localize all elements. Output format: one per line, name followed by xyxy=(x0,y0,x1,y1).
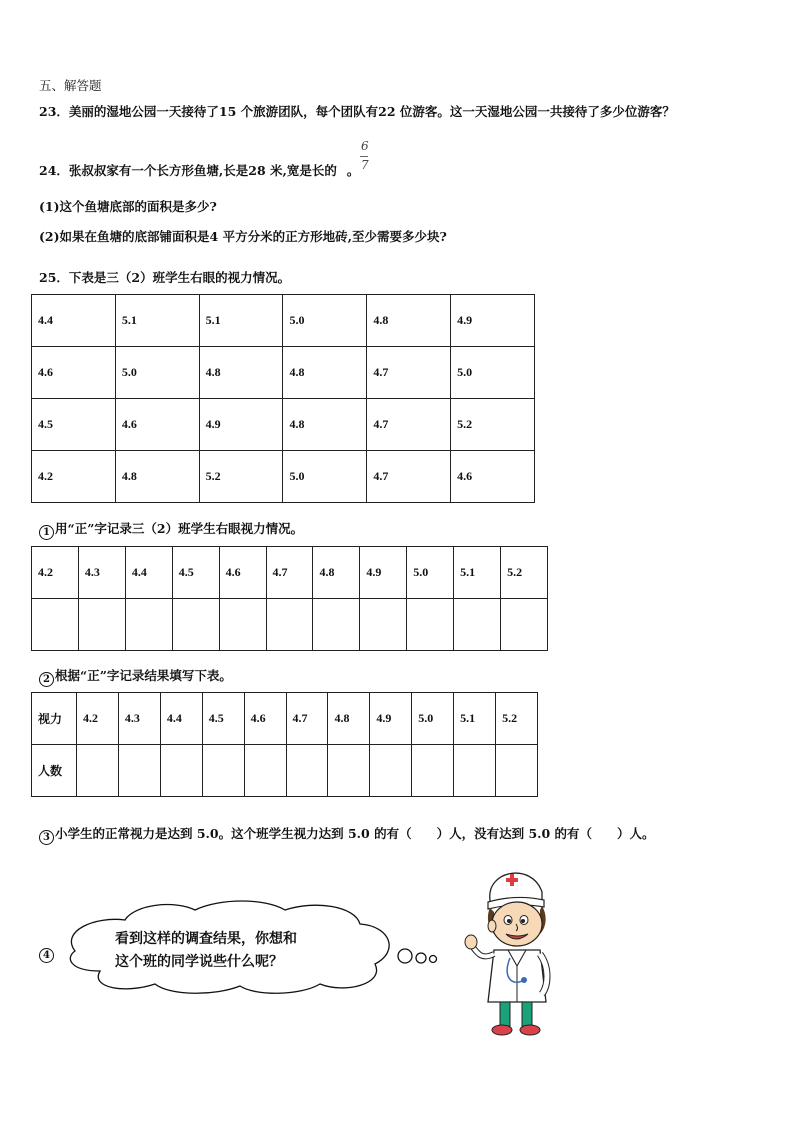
circled-number-1: 1 xyxy=(39,525,54,540)
question-24 xyxy=(39,163,359,179)
table-cell: 5.0 xyxy=(283,295,367,347)
table-row xyxy=(32,451,535,503)
fraction-numerator: 6 xyxy=(361,139,369,153)
table-cell: 4.8 xyxy=(115,451,199,503)
q24-sub2-number: 4 xyxy=(209,229,219,244)
part3-value-2: 5.0 xyxy=(347,826,370,841)
q24-sub2-text-b: 平方分米的正方形地砖,至少需要多少块? xyxy=(218,229,447,244)
tally-header-cell: 4.9 xyxy=(360,547,407,599)
table-cell: 4.6 xyxy=(115,399,199,451)
table-cell: 4.9 xyxy=(199,399,283,451)
table-cell: 4.5 xyxy=(32,399,116,451)
table-cell: 4.9 xyxy=(451,295,535,347)
count-blank-cell[interactable] xyxy=(77,745,119,797)
count-header-cell: 4.9 xyxy=(370,693,412,745)
part3-text-c: 的有（ ）人，没有达到 xyxy=(369,826,529,841)
count-header-cell: 5.1 xyxy=(454,693,496,745)
count-header-cell: 4.7 xyxy=(286,693,328,745)
part2-instruction xyxy=(39,668,232,687)
table-cell: 4.8 xyxy=(283,399,367,451)
bubble-line-1: 看到这样的调查结果，你想和 xyxy=(115,931,297,947)
table-cell: 5.2 xyxy=(199,451,283,503)
tally-blank-cell[interactable] xyxy=(266,599,313,651)
tally-blank-cell[interactable] xyxy=(407,599,454,651)
tally-header-cell: 4.7 xyxy=(266,547,313,599)
table-cell: 4.6 xyxy=(32,347,116,399)
q23-text-c: 位游客。这一天湿地公园一共接待了多少位游客？ xyxy=(395,104,675,119)
q23-number-1: 15 xyxy=(218,104,237,119)
q23-number-2: 22 xyxy=(378,104,396,119)
q23-text-b: 个旅游团队，每个团队有 xyxy=(236,104,379,119)
count-header-cell: 5.0 xyxy=(412,693,454,745)
fraction-bar xyxy=(360,156,368,157)
table-cell: 5.0 xyxy=(115,347,199,399)
tally-blank-cell[interactable] xyxy=(360,599,407,651)
table-cell: 4.8 xyxy=(283,347,367,399)
tally-blank-cell[interactable] xyxy=(219,599,266,651)
part3-value-3: 5.0 xyxy=(528,826,551,841)
q24-sub2-text-a: (2)如果在鱼塘的底部铺面积是 xyxy=(39,229,210,244)
count-blank-cell[interactable] xyxy=(454,745,496,797)
table-cell: 4.4 xyxy=(32,295,116,347)
question-23 xyxy=(39,104,675,120)
table-cell: 4.7 xyxy=(367,451,451,503)
tally-blank-cell[interactable] xyxy=(172,599,219,651)
table-cell: 4.8 xyxy=(199,347,283,399)
row-label-count: 人数 xyxy=(32,745,77,797)
tally-blank-cell[interactable] xyxy=(313,599,360,651)
circled-number-3: 3 xyxy=(39,830,54,845)
part3-question xyxy=(39,826,655,845)
count-blank-cell[interactable] xyxy=(328,745,370,797)
part4-marker xyxy=(39,944,55,963)
table-cell: 5.1 xyxy=(115,295,199,347)
count-blank-cell[interactable] xyxy=(202,745,244,797)
part3-value-1: 5.0 xyxy=(196,826,219,841)
fraction-denominator: 7 xyxy=(361,158,369,172)
tally-header-cell: 4.5 xyxy=(172,547,219,599)
count-header-cell: 4.6 xyxy=(244,693,286,745)
count-blank-cell[interactable] xyxy=(496,745,538,797)
count-blank-cell[interactable] xyxy=(412,745,454,797)
count-header-cell: 4.3 xyxy=(118,693,160,745)
bubble-line-2: 这个班的同学说些什么呢？ xyxy=(115,954,283,970)
q23-text-a: 23．美丽的湿地公园一天接待了 xyxy=(39,104,219,119)
count-table xyxy=(31,692,538,797)
count-blank-cell[interactable] xyxy=(244,745,286,797)
q24-sub1: (1)这个鱼塘底部的面积是多少? xyxy=(39,199,217,214)
q24-text-b: 米,宽是长的 xyxy=(265,163,337,178)
count-header-cell: 4.5 xyxy=(202,693,244,745)
count-blank-cell[interactable] xyxy=(160,745,202,797)
table-row xyxy=(32,347,535,399)
tally-blank-cell[interactable] xyxy=(125,599,172,651)
table-cell: 5.0 xyxy=(283,451,367,503)
tally-header-cell: 5.0 xyxy=(407,547,454,599)
table-cell: 4.7 xyxy=(367,399,451,451)
tally-header-cell: 4.3 xyxy=(78,547,125,599)
table-row xyxy=(32,295,535,347)
tally-blank-cell[interactable] xyxy=(501,599,548,651)
count-header-cell: 4.2 xyxy=(77,693,119,745)
tally-table xyxy=(31,546,548,651)
tally-header-cell: 4.2 xyxy=(32,547,79,599)
count-header-cell: 4.8 xyxy=(328,693,370,745)
tally-blank-cell[interactable] xyxy=(454,599,501,651)
q24-text-a: 24．张叔叔家有一个长方形鱼塘,长是 xyxy=(39,163,249,178)
part3-text-a: 小学生的正常视力是达到 xyxy=(55,826,197,841)
table-cell: 5.0 xyxy=(451,347,535,399)
row-label-vision: 视力 xyxy=(32,693,77,745)
tally-header-cell: 4.4 xyxy=(125,547,172,599)
tally-header-cell: 4.6 xyxy=(219,547,266,599)
part1-instruction xyxy=(39,521,303,540)
doctor-illustration xyxy=(462,862,562,1038)
count-blank-cell[interactable] xyxy=(286,745,328,797)
tally-header-cell: 5.2 xyxy=(501,547,548,599)
table-cell: 4.7 xyxy=(367,347,451,399)
tally-blank-cell[interactable] xyxy=(32,599,79,651)
table-row xyxy=(32,399,535,451)
count-blank-cell[interactable] xyxy=(370,745,412,797)
table-cell: 5.2 xyxy=(451,399,535,451)
table-cell: 4.6 xyxy=(451,451,535,503)
section-title: 五、解答题 xyxy=(39,78,102,93)
tally-blank-cell[interactable] xyxy=(78,599,125,651)
part3-text-b: 。这个班学生视力达到 xyxy=(218,826,348,841)
q24-end: 。 xyxy=(346,163,360,178)
part1-text: 用“正”字记录三（2）班学生右眼视力情况。 xyxy=(55,521,304,536)
table-cell: 5.1 xyxy=(199,295,283,347)
circled-number-4: 4 xyxy=(39,948,54,963)
table-cell: 4.8 xyxy=(367,295,451,347)
circled-number-2: 2 xyxy=(39,672,54,687)
tally-header-cell: 4.8 xyxy=(313,547,360,599)
vision-data-table xyxy=(31,294,535,503)
table-cell: 4.2 xyxy=(32,451,116,503)
count-header-cell: 4.4 xyxy=(160,693,202,745)
part2-text: 根据“正”字记录结果填写下表。 xyxy=(55,668,232,683)
q25-intro: 25．下表是三（2）班学生右眼的视力情况。 xyxy=(39,270,291,285)
tally-header-cell: 5.1 xyxy=(454,547,501,599)
count-header-cell: 5.2 xyxy=(496,693,538,745)
q24-sub2 xyxy=(39,229,447,245)
q24-number-1: 28 xyxy=(248,163,266,178)
part3-text-d: 的有（ ）人。 xyxy=(550,826,655,841)
count-blank-cell[interactable] xyxy=(118,745,160,797)
